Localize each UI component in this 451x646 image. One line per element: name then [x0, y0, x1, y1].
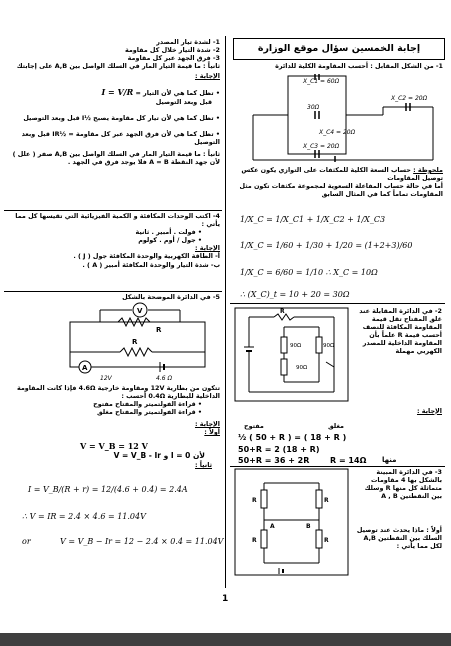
- separator: [4, 291, 222, 292]
- q4-answer: أ- الطاقة الكهربية والوحدة المكافئة جول ( J ) .: [73, 252, 220, 261]
- separator: [4, 210, 222, 211]
- q4-item: • فولت . أمبير . ثانية: [6, 228, 220, 236]
- q5-eq1: V = V_B = 12 V: [80, 441, 148, 451]
- q5-item: • قراءة الفولتميتر والمفتاح مفتوح: [6, 400, 220, 408]
- note-text: حساب السعة الكلية للمكثفات على التوازي يكون عكس توصيل المقاومات: [241, 166, 443, 183]
- column-divider: [225, 36, 226, 588]
- r2-90-label: 90Ω: [296, 365, 308, 371]
- q2-answer-label: الإجابة :: [416, 407, 442, 415]
- cap-label: X_C3 = 20Ω: [303, 143, 340, 150]
- bullet-item: • تظل كما هي لأن التيار = I = V/R: [6, 88, 220, 97]
- page-number: 1: [222, 594, 229, 604]
- q5-text: تتكون من بطارية 12V ومقاومة خارجية 4.6Ω فإذا كانت المقاومة الداخلية للبطارية 0.4Ω أحسب :: [16, 384, 220, 401]
- footer-bar: [0, 633, 451, 646]
- left-column: [6, 38, 220, 166]
- q5-item: • قراءة الفولتميتر والمفتاح مغلق: [6, 408, 220, 416]
- q5-eq4: V = V_B − Ir = 12 − 2.4 × 0.4 = 11.04V: [60, 537, 224, 546]
- q3-r-label: R: [324, 537, 329, 544]
- bullet-item: • تظل كما هي لأن فرق الجهد عبر كل مقاومة = ½IR قبل وبعد التوصيل: [6, 130, 220, 146]
- q4-item: • جول / أوم . كولوم: [6, 236, 220, 244]
- circuit-diagram-q5: [60, 302, 220, 382]
- q5-heading: [6, 293, 220, 301]
- cap-label: 30Ω: [307, 104, 320, 111]
- q3-r-label: R: [252, 497, 257, 504]
- q5-first-label: أولاً :: [204, 428, 220, 437]
- eq-4-prefix: منها: [382, 456, 397, 464]
- q5-eq2: I = V_B/(R + r) = 12/(4.6 + 0.4) = 2.4A: [28, 485, 188, 494]
- right-q2: 2- في الدائرة المقابلة عند غلق المفتاح تقل قيمة المقاومة المكافئة للنصف أحسب قيمة R علماً بأن المقاومة الداخلية للمصدر الكهربي مهملة: [359, 307, 442, 356]
- right-q3: 3- في الدائرة المبينة بالشكل بها 4 مقاومات متماثلة كل منها R وسلك بين النقطتين A , B: [364, 468, 442, 501]
- q5-answer-label: الإجابة :: [194, 420, 220, 429]
- q3-a-label: A: [270, 523, 275, 530]
- q3-r-label: R: [252, 537, 257, 544]
- eq-2: 50+R = 2 (18 + R): [238, 445, 320, 454]
- intro-item: 1- لشدة تيار المصدر: [156, 38, 220, 46]
- ammeter-label: A: [82, 364, 88, 372]
- calc-4: ∴ (X_C)_t = 10 + 20 = 30Ω: [240, 290, 350, 299]
- cap-label: X_C4 = 20Ω: [319, 129, 356, 136]
- question-4: 4- اكتب الوحدات المكافئة و الكمية الفيزيائية التي تقيسها كل مما يأتي :: [15, 212, 220, 229]
- cap-label: X_C2 = 20Ω: [391, 95, 428, 102]
- intro-item: 2- شدة التيار خلال كل مقاومة: [124, 46, 220, 55]
- eq-1: ½ ( 50 + R ) = ( 18 + R ): [238, 433, 347, 442]
- question-2-answer: ثانياً : ما قيمة التيار المار في السلك الواصل بين A,B صفر ( علل ) لأن جهد النقطة A = B فلا يوجد فرق في الجهد .: [12, 149, 220, 167]
- q5-body: [6, 384, 220, 437]
- q3-r-label: R: [324, 497, 329, 504]
- intro-item: 3- فرق الجهد عبر كل مقاومة: [127, 54, 220, 63]
- q4-block: [6, 212, 220, 269]
- circuit-diagram-r2: [234, 307, 349, 402]
- circuit-diagram-q3: [234, 468, 349, 576]
- note-2: أما في حالة حساب المفاعلة السعوية لمجموعة مكثفات تكون مثل المقاومات تماماً كما في المثال السابق: [239, 182, 443, 199]
- q4-answer: ب- شدة التيار والوحدة المكافئة أمبير ( A ) .: [82, 260, 220, 269]
- current-formula: I = V/R: [101, 87, 134, 98]
- emf-label: 12V: [100, 375, 112, 382]
- q4-answer-label: الإجابة :: [194, 244, 220, 253]
- q3-b-label: B: [306, 523, 311, 530]
- r2-r-label: R: [280, 308, 285, 315]
- bullet-tail: قبل وبعد التوصيل: [155, 97, 212, 106]
- res-value-label: 4.6 Ω: [156, 375, 173, 382]
- resistor-r-label: R: [156, 326, 162, 334]
- r2-90-label: 90Ω: [290, 343, 302, 349]
- q5-or: or: [22, 537, 31, 546]
- question-5: 5- في الدائرة الموضحة بالشكل: [122, 293, 220, 301]
- right-q1: 1- من الشكل المقابل : أحسب المقاومة الكلية للدائرة: [275, 62, 443, 70]
- closed-label: مغلق: [328, 422, 344, 430]
- calc-3: 1/X_C = 6/60 = 1/10 ∴ X_C = 10Ω: [240, 268, 378, 277]
- q5-second-label: ثانياً :: [195, 461, 212, 469]
- answer-label: الإجابة :: [194, 72, 220, 81]
- voltmeter-label: V: [137, 307, 143, 315]
- open-label: مفتوح: [244, 422, 264, 430]
- page-title: إجابة الخمسين سؤال موقع الوزارة: [233, 38, 445, 60]
- eq-4: R = 14Ω: [330, 456, 367, 465]
- question-2: ثانياً : ما قيمة التيار المار في السلك الواصل بين A,B على إجابتك: [16, 62, 220, 71]
- r2-90-label: 90Ω: [323, 343, 335, 349]
- calc-2: 1/X_C = 1/60 + 1/30 + 1/20 = (1+2+3)/60: [240, 241, 413, 250]
- cap-label: X_C1 = 60Ω: [303, 78, 340, 85]
- capacitor-diagram: [233, 72, 443, 162]
- right-q3-first: أولاً : ماذا يحدث عند توصيل السلك بين النقطتين A,B لكل مما يأتي :: [356, 526, 442, 551]
- eq-3: 50+R = 36 + 2R: [238, 456, 310, 465]
- resistor-r2-label: R: [132, 338, 138, 346]
- note-block: [233, 166, 443, 198]
- q5-because: لأن I = 0 و V = V_B - Ir: [113, 451, 205, 460]
- bullet-item: • تظل كما هي لأن تيار كل مقاومة يصبح ½I قبل وبعد التوصيل: [6, 114, 220, 122]
- separator: [230, 466, 445, 467]
- note-label: ملحوظة :: [413, 166, 443, 174]
- q5-eq3: ∴ V = IR = 2.4 × 4.6 = 11.04V: [22, 512, 146, 521]
- calc-1: 1/X_C = 1/X_C1 + 1/X_C2 + 1/X_C3: [240, 215, 386, 224]
- separator: [230, 303, 445, 304]
